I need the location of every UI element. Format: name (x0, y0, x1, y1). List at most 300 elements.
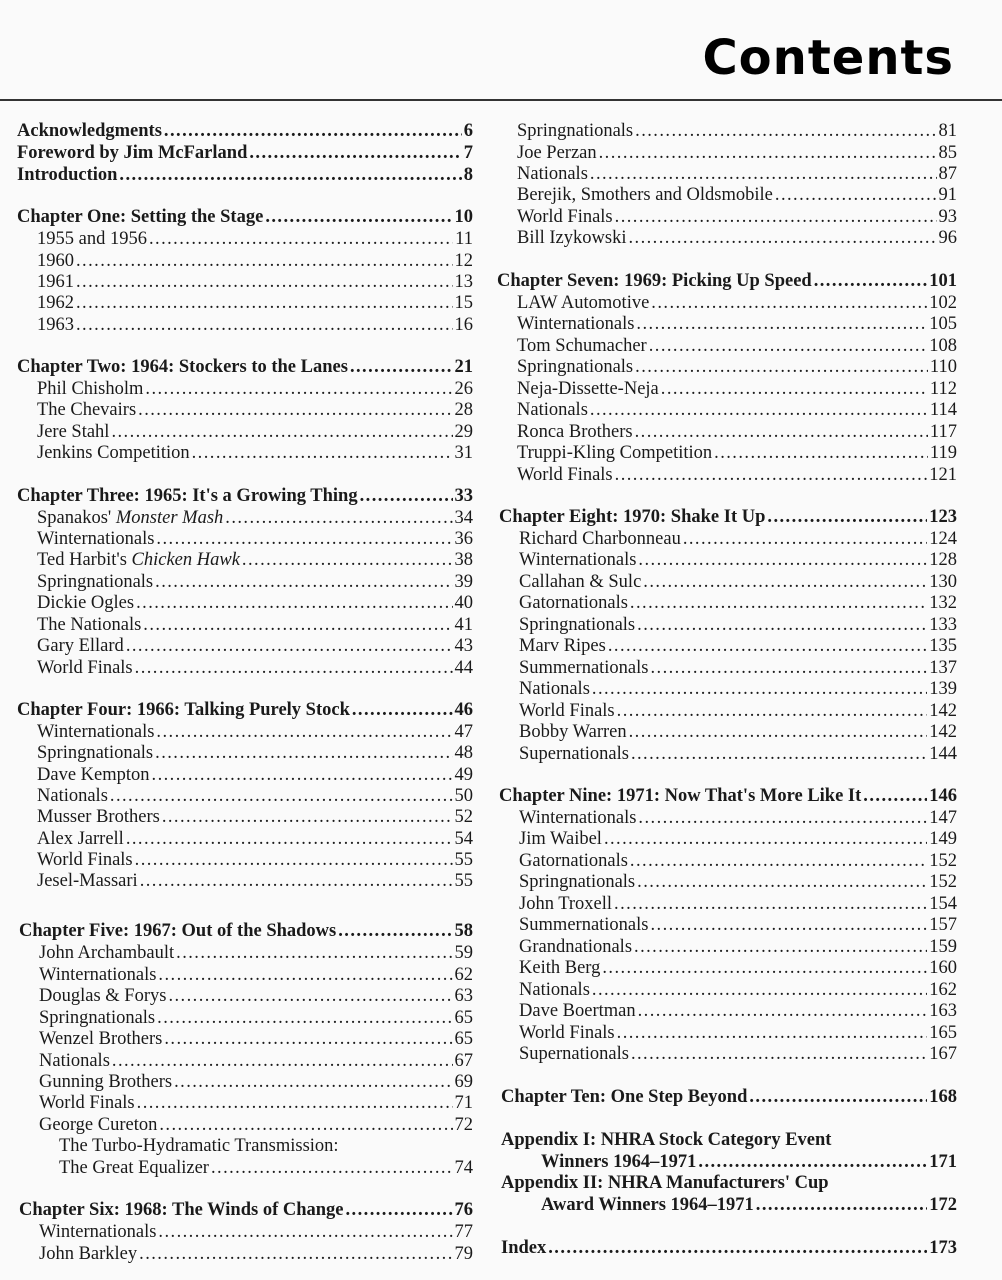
toc-entry-page: 168 (929, 1087, 957, 1107)
toc-entry-title: Berejik, Smothers and Oldsmobile (517, 185, 773, 205)
toc-entry (519, 529, 957, 550)
toc-entry (519, 593, 957, 614)
dot-leader (346, 1200, 453, 1221)
toc-entry (501, 1238, 957, 1259)
toc-entry-title: Truppi-Kling Competition (517, 443, 713, 463)
toc-entry-page: 171 (929, 1152, 957, 1172)
toc-entry-title: 1963 (37, 315, 74, 335)
toc-entry (37, 315, 473, 336)
toc-entry-page: 154 (929, 894, 957, 914)
dot-leader (136, 593, 452, 614)
dot-leader (614, 894, 927, 915)
toc-entry-title: Alex Jarrell (37, 829, 124, 849)
dot-leader (590, 400, 928, 421)
toc-entry (517, 422, 957, 443)
toc-entry-page: 163 (929, 1001, 957, 1021)
toc-entry-page: 110 (929, 357, 957, 377)
toc-entry-title: World Finals (517, 207, 613, 227)
toc-entry-title: John Barkley (39, 1244, 138, 1264)
toc-entry (517, 314, 957, 335)
dot-leader (211, 1158, 453, 1179)
toc-entry-page: 93 (938, 207, 957, 227)
dot-leader (112, 1051, 453, 1072)
toc-entry-title: Springnationals (37, 572, 154, 592)
dot-leader (638, 808, 927, 829)
dot-leader (604, 829, 927, 850)
toc-entry-page: 147 (929, 808, 957, 828)
toc-entry-title: Callahan & Sulc (519, 572, 642, 592)
toc-entry-page: 142 (929, 722, 957, 742)
toc-entry-page: 157 (929, 915, 957, 935)
toc-entry-title: Musser Brothers (37, 807, 160, 827)
toc-entry-page: 152 (929, 872, 957, 892)
toc-entry-page: 38 (454, 550, 473, 570)
dot-leader (174, 1072, 452, 1093)
toc-entry (519, 894, 957, 915)
dot-leader (164, 1029, 452, 1050)
toc-entry-title: Winternationals (39, 1222, 157, 1242)
toc-entry (37, 272, 473, 293)
toc-entry-page: 160 (929, 958, 957, 978)
toc-entry (37, 550, 473, 571)
toc-entry (517, 185, 957, 206)
toc-entry-page: 139 (929, 679, 957, 699)
dot-leader (265, 207, 452, 228)
toc-entry (37, 572, 473, 593)
toc-entry-title: Chapter One: Setting the Stage (17, 207, 264, 227)
toc-entry-title: Douglas & Forys (39, 986, 167, 1006)
toc-entry-title: World Finals (517, 465, 613, 485)
toc-entry-page: 59 (454, 943, 473, 963)
toc-entry (541, 1152, 957, 1173)
dot-leader (225, 508, 452, 529)
dot-leader (76, 272, 453, 293)
toc-entry (519, 1001, 957, 1022)
dot-leader (698, 1152, 927, 1173)
toc-entry-title: Dave Kempton (37, 765, 150, 785)
toc-entry-page: 55 (454, 871, 473, 891)
toc-entry-page: 11 (455, 229, 473, 249)
toc-entry-title: Dave Boertman (519, 1001, 636, 1021)
toc-entry-title: 1960 (37, 251, 74, 271)
toc-entry-title: Keith Berg (519, 958, 601, 978)
toc-entry (19, 921, 473, 942)
toc-entry-title: World Finals (519, 701, 615, 721)
toc-entry-page: 173 (929, 1238, 957, 1258)
toc-entry-title: Bill Izykowski (517, 228, 627, 248)
toc-entry (37, 829, 473, 850)
dot-leader (159, 1115, 452, 1136)
toc-entry (17, 143, 473, 164)
toc-entry (39, 986, 473, 1007)
dot-leader (155, 743, 452, 764)
toc-entry-page: 132 (929, 593, 957, 613)
toc-entry (37, 400, 473, 421)
toc-entry-page: 69 (454, 1072, 473, 1092)
toc-entry-title: World Finals (37, 658, 133, 678)
dot-leader (110, 786, 453, 807)
toc-entry (37, 229, 473, 250)
toc-entry (519, 550, 957, 571)
dot-leader (111, 422, 452, 443)
toc-entry-title: John Archambault (39, 943, 175, 963)
toc-entry (517, 293, 957, 314)
toc-entry-title: Neja-Dissette-Neja (517, 379, 659, 399)
toc-entry (519, 872, 957, 893)
toc-entry-title: Gatornationals (519, 593, 628, 613)
toc-entry-title: 1961 (37, 272, 74, 292)
dot-leader (643, 572, 927, 593)
toc-entry-continued: Appendix I: NHRA Stock Category Event (501, 1130, 832, 1150)
dot-leader (617, 701, 928, 722)
toc-entry (37, 765, 473, 786)
toc-entry-title: Marv Ripes (519, 636, 606, 656)
toc-entry-title: Winternationals (519, 550, 637, 570)
toc-entry-continued: Appendix II: NHRA Manufacturers' Cup (501, 1173, 829, 1193)
toc-entry-page: 130 (929, 572, 957, 592)
toc-entry (37, 251, 473, 272)
dot-leader (137, 1093, 453, 1114)
toc-entry-page: 62 (454, 965, 473, 985)
toc-entry-title: Phil Chisholm (37, 379, 144, 399)
toc-entry-page: 137 (929, 658, 957, 678)
toc-entry-page: 63 (454, 986, 473, 1006)
dot-leader (157, 1008, 452, 1029)
toc-entry-page: 159 (929, 937, 957, 957)
toc-entry-page: 65 (454, 1008, 473, 1028)
toc-entry-title: Nationals (517, 400, 588, 420)
dot-leader (631, 1044, 927, 1065)
toc-entry-page: 50 (454, 786, 473, 806)
dot-leader (863, 786, 927, 807)
dot-leader (168, 986, 452, 1007)
toc-entry-page: 124 (929, 529, 957, 549)
dot-leader (814, 271, 928, 292)
dot-leader (138, 400, 452, 421)
toc-entry (519, 851, 957, 872)
dot-leader (749, 1087, 927, 1108)
toc-entry-title: Summernationals (519, 658, 649, 678)
toc-entry (499, 507, 957, 528)
toc-entry-title: Winners 1964–1971 (541, 1152, 697, 1172)
toc-entry-page: 146 (929, 786, 957, 806)
toc-entry-title: Ted Harbit's Chicken Hawk (37, 550, 240, 570)
toc-entry-title: Introduction (17, 165, 118, 185)
toc-entry-page: 52 (454, 807, 473, 827)
toc-entry-title: Springnationals (519, 615, 636, 635)
toc-entry-page: 67 (454, 1051, 473, 1071)
header-rule (0, 99, 1002, 101)
toc-entry-page: 71 (454, 1093, 473, 1113)
page-title: Contents (702, 30, 954, 86)
dot-leader (638, 1001, 928, 1022)
dot-leader (192, 443, 453, 464)
dot-leader (158, 965, 452, 986)
toc-entry (37, 422, 473, 443)
toc-entry-title: 1955 and 1956 (37, 229, 147, 249)
toc-entry (497, 271, 957, 292)
toc-entry (37, 850, 473, 871)
toc-entry-page: 49 (454, 765, 473, 785)
dot-leader (631, 744, 927, 765)
dot-leader (650, 658, 927, 679)
dot-leader (615, 207, 937, 228)
toc-entry-title: World Finals (519, 1023, 615, 1043)
toc-entry (517, 465, 957, 486)
toc-entry-page: 33 (454, 486, 473, 506)
toc-entry-page: 101 (929, 271, 957, 291)
dot-leader (119, 165, 461, 186)
toc-entry-title: Winternationals (517, 314, 635, 334)
toc-entry-title: Springnationals (517, 357, 634, 377)
dot-leader (76, 251, 453, 272)
toc-entry (37, 722, 473, 743)
toc-entry (517, 143, 957, 164)
dot-leader (143, 615, 452, 636)
dot-leader (164, 121, 462, 142)
toc-entry-title: Supernationals (519, 744, 629, 764)
toc-entry-page: 81 (938, 121, 957, 141)
toc-entry-page: 79 (454, 1244, 473, 1264)
dot-leader (630, 851, 927, 872)
toc-entry-page: 72 (454, 1115, 473, 1135)
toc-entry (17, 357, 473, 378)
toc-entry (519, 744, 957, 765)
dot-leader (649, 336, 928, 357)
toc-entry (519, 915, 957, 936)
dot-leader (767, 507, 927, 528)
dot-leader (775, 185, 937, 206)
toc-entry-page: 77 (454, 1222, 473, 1242)
dot-leader (635, 422, 928, 443)
toc-entry-page: 26 (454, 379, 473, 399)
toc-entry-title: Chapter Six: 1968: The Winds of Change (19, 1200, 344, 1220)
toc-entry-title: Wenzel Brothers (39, 1029, 163, 1049)
toc-entry (19, 1200, 473, 1221)
toc-entry-page: 167 (929, 1044, 957, 1064)
dot-leader (156, 722, 452, 743)
toc-entry (39, 1029, 473, 1050)
dot-leader (149, 229, 453, 250)
dot-leader (683, 529, 927, 550)
dot-leader (592, 980, 927, 1001)
toc-entry-title: Gatornationals (519, 851, 628, 871)
dot-leader (156, 529, 452, 550)
toc-entry-title: Jere Stahl (37, 422, 110, 442)
toc-entry-title: Award Winners 1964–1971 (541, 1195, 754, 1215)
toc-entry (519, 679, 957, 700)
toc-entry (517, 443, 957, 464)
toc-entry-page: 54 (454, 829, 473, 849)
dot-leader (140, 871, 453, 892)
toc-entry (37, 807, 473, 828)
toc-entry (517, 164, 957, 185)
toc-entry-title: Chapter Four: 1966: Talking Purely Stock (17, 700, 350, 720)
toc-entry-page: 13 (454, 272, 473, 292)
toc-entry-title: Spanakos' Monster Mash (37, 508, 224, 528)
toc-entry-title: Jesel-Massari (37, 871, 138, 891)
toc-entry-page: 91 (938, 185, 957, 205)
toc-entry (519, 615, 957, 636)
toc-entry (59, 1158, 473, 1179)
toc-entry-title: LAW Automotive (517, 293, 650, 313)
toc-entry (517, 379, 957, 400)
dot-leader (152, 765, 453, 786)
dot-leader (126, 636, 453, 657)
dot-leader (145, 379, 452, 400)
toc-entry-page: 123 (929, 507, 957, 527)
dot-leader (350, 357, 453, 378)
toc-entry (17, 700, 473, 721)
toc-entry-page: 47 (454, 722, 473, 742)
toc-entry-title: 1962 (37, 293, 74, 313)
toc-entry-page: 16 (454, 315, 473, 335)
toc-entry-title: Nationals (39, 1051, 110, 1071)
toc-entry (541, 1195, 957, 1216)
toc-entry-page: 152 (929, 851, 957, 871)
toc-entry (39, 943, 473, 964)
toc-entry (37, 379, 473, 400)
toc-entry-page: 172 (929, 1195, 957, 1215)
dot-leader (629, 722, 928, 743)
toc-entry-title: Gary Ellard (37, 636, 124, 656)
toc-entry-title: Springnationals (37, 743, 154, 763)
toc-entry-page: 102 (929, 293, 957, 313)
toc-entry (39, 1051, 473, 1072)
toc-entry-page: 85 (938, 143, 957, 163)
toc-entry (39, 1093, 473, 1114)
toc-entry-page: 41 (454, 615, 473, 635)
toc-entry-title: Grandnationals (519, 937, 633, 957)
toc-entry-page: 31 (454, 443, 473, 463)
dot-leader (249, 143, 461, 164)
dot-leader (590, 164, 937, 185)
dot-leader (650, 915, 927, 936)
dot-leader (139, 1244, 452, 1265)
toc-entry (39, 1222, 473, 1243)
dot-leader (360, 486, 453, 507)
toc-entry-title: Joe Perzan (517, 143, 597, 163)
toc-entry (39, 1244, 473, 1265)
toc-entry-title: Dickie Ogles (37, 593, 135, 613)
toc-entry (517, 121, 957, 142)
dot-leader (135, 850, 453, 871)
toc-entry-page: 10 (454, 207, 473, 227)
toc-entry-page: 144 (929, 744, 957, 764)
toc-entry (501, 1087, 957, 1108)
toc-entry-title: Winternationals (37, 529, 155, 549)
toc-entry (17, 165, 473, 186)
toc-entry-title: Foreword by Jim McFarland (17, 143, 248, 163)
toc-entry (517, 357, 957, 378)
dot-leader (636, 314, 927, 335)
toc-entry (517, 228, 957, 249)
toc-entry (37, 593, 473, 614)
dot-leader (635, 121, 936, 142)
dot-leader (756, 1195, 927, 1216)
toc-entry-page: 40 (454, 593, 473, 613)
toc-entry (519, 808, 957, 829)
toc-entry (37, 743, 473, 764)
dot-leader (599, 143, 937, 164)
toc-entry-page: 58 (454, 921, 473, 941)
toc-entry-title: Ronca Brothers (517, 422, 633, 442)
toc-entry-title: Richard Charbonneau (519, 529, 681, 549)
toc-entry-page: 55 (454, 850, 473, 870)
toc-entry-title: Springnationals (517, 121, 634, 141)
dot-leader (176, 943, 452, 964)
toc-entry (517, 336, 957, 357)
toc-entry-title: Index (501, 1238, 547, 1258)
dot-leader (615, 465, 928, 486)
toc-entry-title: Acknowledgments (17, 121, 162, 141)
dot-leader (637, 615, 927, 636)
toc-entry-page: 29 (454, 422, 473, 442)
dot-leader (592, 679, 927, 700)
toc-entry-title: Chapter Eight: 1970: Shake It Up (499, 507, 766, 527)
toc-entry-page: 21 (454, 357, 473, 377)
toc-entry-page: 28 (454, 400, 473, 420)
dot-leader (135, 658, 453, 679)
toc-entry-page: 44 (454, 658, 473, 678)
dot-leader (338, 921, 452, 942)
toc-entry-title: Supernationals (519, 1044, 629, 1064)
toc-entry-page: 34 (454, 508, 473, 528)
dot-leader (76, 293, 453, 314)
toc-entry-page: 43 (454, 636, 473, 656)
toc-entry-page: 7 (463, 143, 473, 163)
toc-entry (39, 1008, 473, 1029)
toc-entry-page: 36 (454, 529, 473, 549)
toc-entry-page: 117 (929, 422, 957, 442)
toc-entry-title: Chapter Seven: 1969: Picking Up Speed (497, 271, 812, 291)
toc-entry (517, 400, 957, 421)
toc-entry-title: Winternationals (519, 808, 637, 828)
toc-entry-page: 165 (929, 1023, 957, 1043)
dot-leader (651, 293, 927, 314)
toc-entry (17, 121, 473, 142)
toc-entry (517, 207, 957, 228)
toc-entry (37, 786, 473, 807)
toc-entry (17, 207, 473, 228)
toc-entry-page: 96 (938, 228, 957, 248)
toc-entry-page: 76 (454, 1200, 473, 1220)
toc-entry-title: The Nationals (37, 615, 142, 635)
toc-entry-title: Nationals (519, 980, 590, 1000)
toc-entry-title: John Troxell (519, 894, 613, 914)
toc-entry-page: 46 (454, 700, 473, 720)
dot-leader (158, 1222, 452, 1243)
toc-entry-page: 108 (929, 336, 957, 356)
toc-entry (39, 1115, 473, 1136)
toc-entry-page: 87 (938, 164, 957, 184)
toc-entry-page: 114 (929, 400, 957, 420)
toc-entry-page: 133 (929, 615, 957, 635)
toc-entry-title: Chapter Nine: 1971: Now That's More Like It (499, 786, 862, 806)
toc-entry-title: Jim Waibel (519, 829, 602, 849)
toc-entry-page: 149 (929, 829, 957, 849)
toc-entry-title: The Great Equalizer (59, 1158, 209, 1178)
toc-entry-title: Chapter Three: 1965: It's a Growing Thing (17, 486, 358, 506)
toc-entry-page: 74 (454, 1158, 473, 1178)
toc-entry-page: 48 (454, 743, 473, 763)
toc-entry-page: 39 (454, 572, 473, 592)
toc-entry (37, 871, 473, 892)
dot-leader (617, 1023, 928, 1044)
dot-leader (155, 572, 452, 593)
dot-leader (608, 636, 927, 657)
toc-entry (37, 443, 473, 464)
